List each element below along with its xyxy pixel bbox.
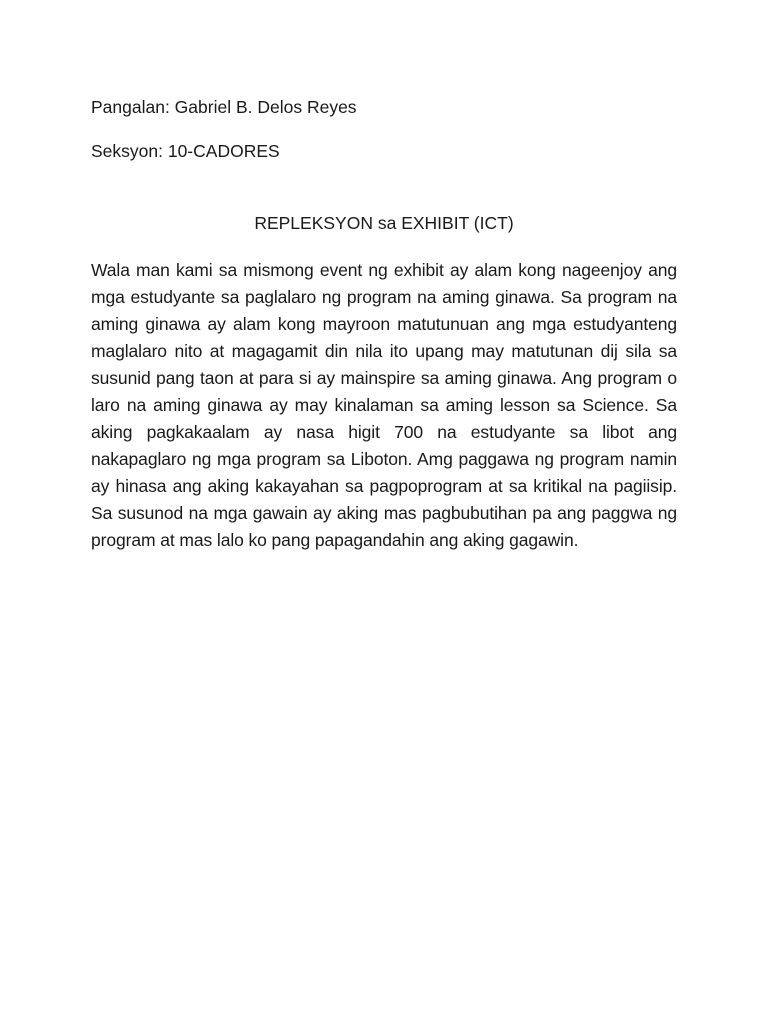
document-title: REPLEKSYON sa EXHIBIT (ICT) xyxy=(254,213,514,233)
student-name-line: Pangalan: Gabriel B. Delos Reyes xyxy=(91,97,357,117)
student-section-line: Seksyon: 10-CADORES xyxy=(91,141,280,161)
reflection-paragraph: Wala man kami sa mismong event ng exhibit ay alam kong nageenjoy ang mga estudyante sa paglalaro ng program na aming ginawa. Sa program na aming ginawa ay alam kong mayroon matutunuan ang mga estudyanteng maglalaro nito at magagamit din nila ito upang may matutunan dij sila sa susunid pang taon at para si ay mainspire sa aming ginawa. Ang program o laro na aming ginawa ay may kinalaman sa aming lesson sa Science. Sa aking pagkakaalam ay nasa higit 700 na estudyante sa libot ang nakapaglaro ng mga program sa Liboton. Amg paggawa ng program namin ay hinasa ang aking kakayahan sa pagpoprogram at sa kritikal na pagiisip. Sa susunod na mga gawain ay aking mas pagbubutihan pa ang paggwa ng program at mas lalo ko pang papagandahin ang aking gagawin. xyxy=(91,260,677,550)
